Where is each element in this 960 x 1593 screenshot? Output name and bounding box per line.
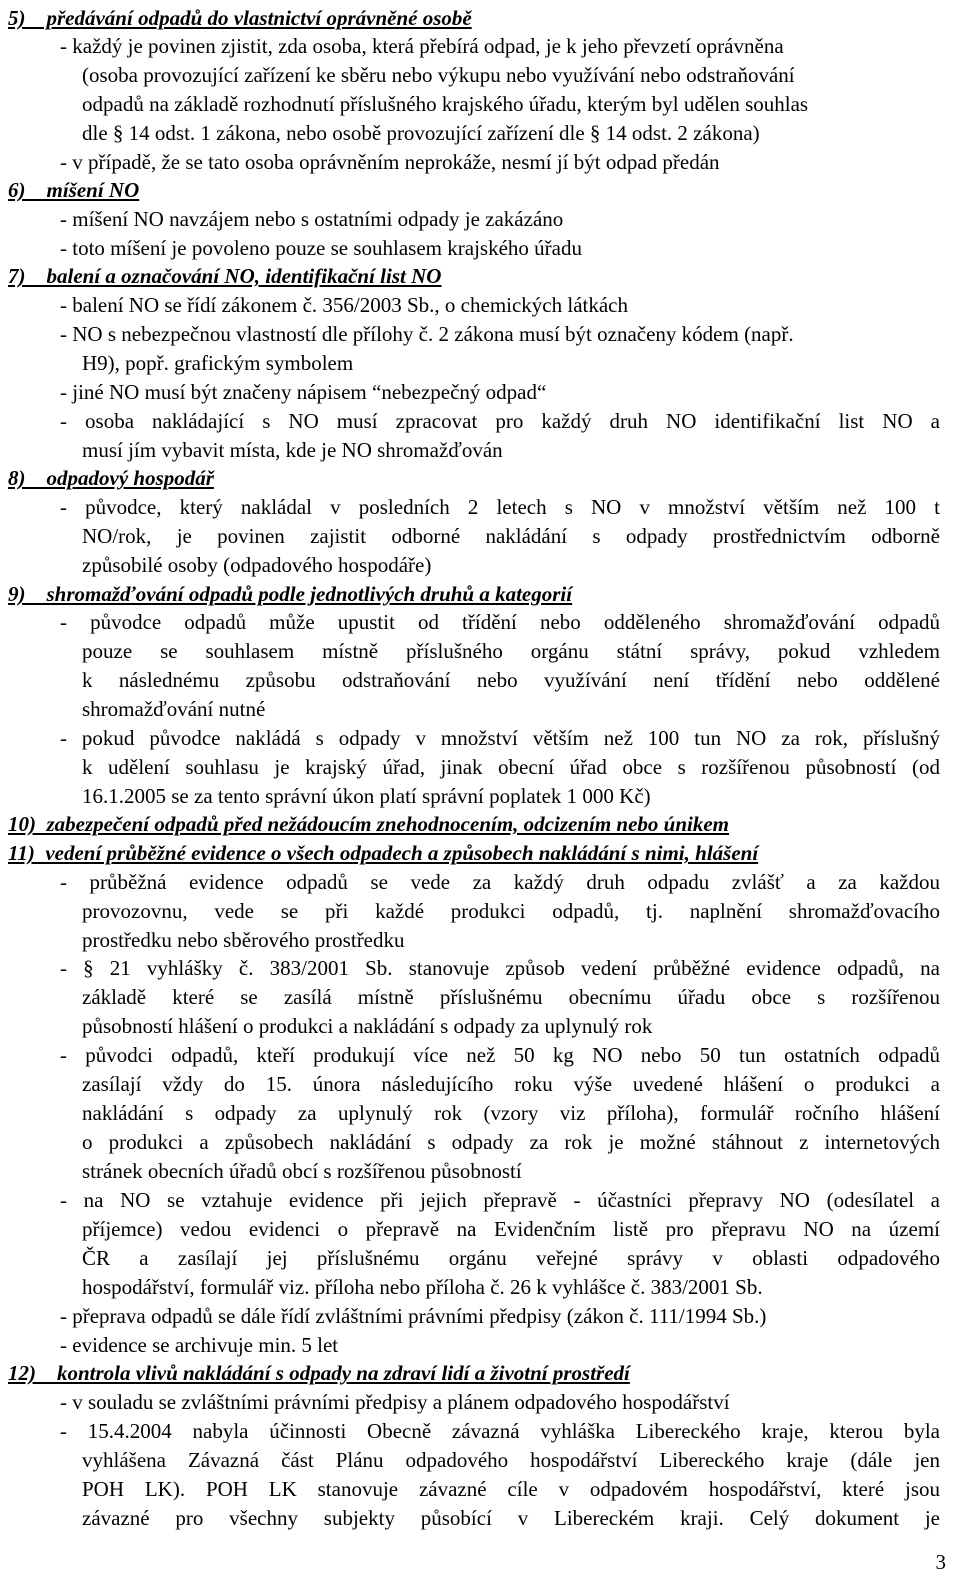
body-line: - míšení NO navzájem nebo s ostatními odpady je zakázáno [60,207,564,231]
body-line: (osoba provozující zařízení ke sběru nebo výkupu nebo využívání nebo odstraňování [82,63,795,87]
body-line: příjemce) vedou evidenci o přepravě na Evidenčním listě pro přepravu NO na území [82,1217,940,1241]
body-line: způsobilé osoby (odpadového hospodáře) [82,553,432,577]
section-heading: 12) kontrola vlivů nakládání s odpady na zdraví lidí a životní prostředí [8,1361,630,1385]
body-line: - na NO se vztahuje evidence při jejich přepravě - účastníci přepravy NO (odesílatel a [60,1188,940,1212]
body-line: shromažďování nutné [82,697,266,721]
section-heading: 8) odpadový hospodář [8,466,214,490]
body-line: - původce, který nakládal v posledních 2 letech s NO v množství větším než 100 t [60,495,940,519]
body-line: závazné pro všechny subjekty působící v Libereckém kraji. Celý dokument je [82,1506,940,1530]
page-number: 3 [935,1550,946,1574]
body-line: provozovnu, vede se při každé produkci odpadů, tj. naplnění shromažďovacího [82,899,940,923]
body-line: - původce odpadů může upustit od třídění nebo odděleného shromažďování odpadů [60,610,940,634]
body-line: - NO s nebezpečnou vlastností dle přílohy č. 2 zákona musí být označeny kódem (např. [60,322,794,346]
body-line: NO/rok, je povinen zajistit odborné nakládání s odpady prostřednictvím odborně [82,524,940,548]
body-line: k následnému způsobu odstraňování nebo využívání není třídění nebo oddělené [82,668,940,692]
body-line: o produkci a způsobech nakládání s odpady za rok je možné stáhnout z internetových [82,1130,940,1154]
body-line: - balení NO se řídí zákonem č. 356/2003 Sb., o chemických látkách [60,293,629,317]
body-line: dle § 14 odst. 1 zákona, nebo osobě provozující zařízení dle § 14 odst. 2 zákona) [82,121,760,145]
section-heading: 7) balení a označování NO, identifikační list NO [8,264,442,288]
body-line: pouze se souhlasem místně příslušného orgánu státní správy, pokud vzhledem [82,639,940,663]
body-line: - § 21 vyhlášky č. 383/2001 Sb. stanovuje způsob vedení průběžné evidence odpadů, na [60,956,940,980]
body-line: H9), popř. grafickým symbolem [82,351,354,375]
body-line: musí jím vybavit místa, kde je NO shromažďován [82,438,503,462]
body-line: POH LK). POH LK stanovuje závazné cíle v odpadovém hospodářství, které jsou [82,1477,940,1501]
body-line: - v souladu se zvláštními právními předpisy a plánem odpadového hospodářství [60,1390,730,1414]
section-heading: 9) shromažďování odpadů podle jednotlivých druhů a kategorií [8,582,573,606]
body-line: působností hlášení o produkci a nakládání s odpady za uplynulý rok [82,1014,653,1038]
body-line: prostředku nebo sběrového prostředku [82,928,405,952]
body-line: základě které se zasílá místně příslušnému obecnímu úřadu obce s rozšířenou [82,985,940,1009]
body-line: k udělení souhlasu je krajský úřad, jinak obecní úřad obce s rozšířenou působností (od [82,755,940,779]
body-line: - osoba nakládající s NO musí zpracovat pro každý druh NO identifikační list NO a [60,409,940,433]
body-line: odpadů na základě rozhodnutí příslušného krajského úřadu, kterým byl udělen souhlas [82,92,809,116]
body-line: - 15.4.2004 nabyla účinnosti Obecně závazná vyhláška Libereckého kraje, kterou byla [60,1419,940,1443]
body-line: - evidence se archivuje min. 5 let [60,1333,339,1357]
body-line: - přeprava odpadů se dále řídí zvláštními právními předpisy (zákon č. 111/1994 Sb.) [60,1304,767,1328]
section-heading: 11) vedení průběžné evidence o všech odpadech a způsobech nakládání s nimi, hlášení [8,841,759,865]
section-heading: 5) předávání odpadů do vlastnictví oprávněné osobě [8,6,472,30]
body-line: - každý je povinen zjistit, zda osoba, která přebírá odpad, je k jeho převzetí oprávněna [60,34,784,58]
body-line: stránek obecních úřadů obcí s rozšířenou působností [82,1159,522,1183]
body-line: nakládání s odpady za uplynulý rok (vzory viz příloha), formulář ročního hlášení [82,1101,940,1125]
body-line: - pokud původce nakládá s odpady v množství větším než 100 tun NO za rok, příslušný [60,726,940,750]
body-line: - toto míšení je povoleno pouze se souhlasem krajského úřadu [60,236,582,260]
section-heading: 10) zabezpečení odpadů před nežádoucím znehodnocením, odcizením nebo únikem [8,812,730,836]
body-line: 16.1.2005 se za tento správní úkon platí správní poplatek 1 000 Kč) [82,784,651,808]
body-line: - v případě, že se tato osoba oprávněním neprokáže, nesmí jí být odpad předán [60,150,720,174]
section-heading: 6) míšení NO [8,178,140,202]
body-line: zasílají vždy do 15. února následujícího roku výše uvedené hlášení o produkci a [82,1072,940,1096]
body-line: - původci odpadů, kteří produkují více než 50 kg NO nebo 50 tun ostatních odpadů [60,1043,940,1067]
body-line: - průběžná evidence odpadů se vede za každý druh odpadu zvlášť a za každou [60,870,940,894]
body-line: hospodářství, formulář viz. příloha nebo příloha č. 26 k vyhlášce č. 383/2001 Sb. [82,1275,763,1299]
body-line: vyhlášena Závazná část Plánu odpadového hospodářství Libereckého kraje (dále jen [82,1448,940,1472]
body-line: ČR a zasílají jej příslušnému orgánu veřejné správy v oblasti odpadového [82,1246,940,1270]
body-line: - jiné NO musí být značeny nápisem “nebezpečný odpad“ [60,380,547,404]
